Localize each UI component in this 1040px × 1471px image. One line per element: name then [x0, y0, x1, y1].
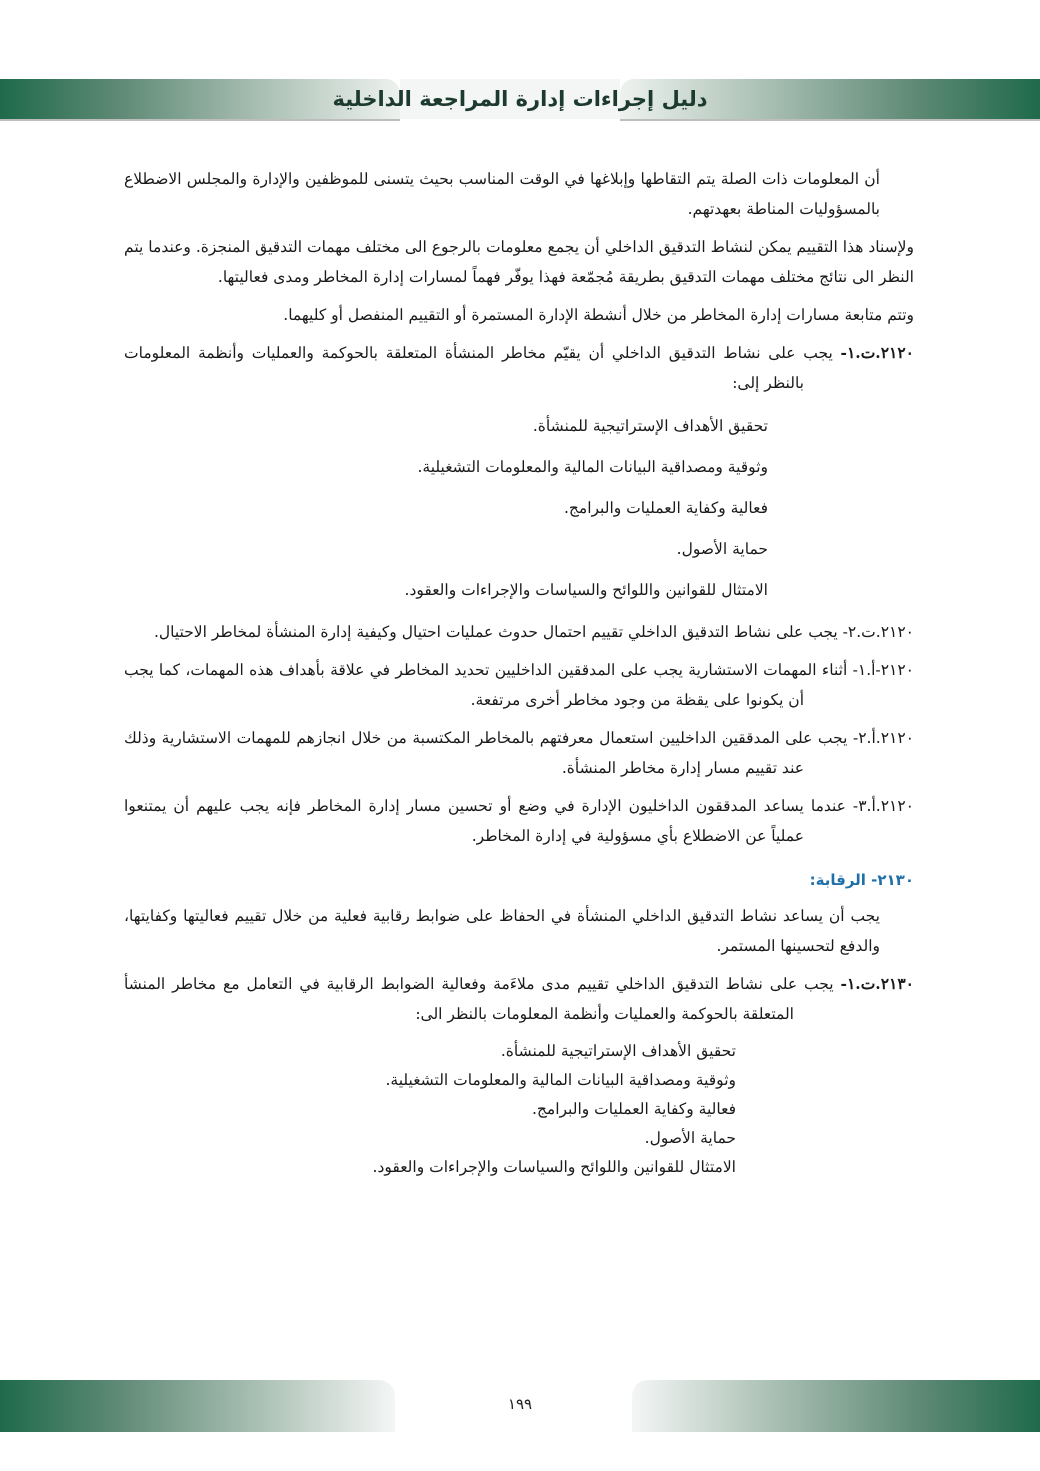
list-item: وثوقية ومصداقية البيانات المالية والمعلومات التشغيلية.: [417, 458, 768, 476]
standard-item-2120-a1: ٢١٢٠-أ.١- أثناء المهمات الاستشارية يجب على المدققين الداخليين تحديد المخاطر في علاقة بأهداف هذه المهمات، كما يجب أن يكونوا على يقظة من وجود مخاطر أخرى مرتفعة.: [124, 661, 914, 709]
list-item: حماية الأصول.: [644, 1129, 736, 1147]
criteria-list: [124, 406, 914, 611]
page-body: [124, 164, 914, 1188]
section-heading-2130: ٢١٣٠- الرقابة:: [809, 871, 914, 889]
standard-item-2120-1: [124, 338, 914, 398]
item-number: ٢١٢٠.ت.١-: [840, 343, 914, 362]
page-number: ١٩٩: [507, 1395, 533, 1413]
list-item: تحقيق الأهداف الإستراتيجية للمنشأة.: [532, 417, 768, 435]
standard-item-2120-a2: ٢١٢٠.أ.٢- يجب على المدققين الداخليين استعمال معرفتهم بالمخاطر المكتسبة من خلال انجازهم للمهمات الاستشارية وذلك عند تقييم مسار إدارة مخاطر المنشأة.: [124, 729, 914, 777]
list-item: حماية الأصول.: [676, 540, 768, 558]
document-title: دليل إجراءات إدارة المراجعة الداخلية: [332, 87, 708, 111]
standard-item-2130-1: [124, 969, 914, 1029]
paragraph: وتتم متابعة مسارات إدارة المخاطر من خلال أنشطة الإدارة المستمرة أو التقييم المنفصل أو كليهما.: [283, 306, 914, 324]
list-item: فعالية وكفاية العمليات والبرامج.: [531, 1100, 736, 1118]
list-item: تحقيق الأهداف الإستراتيجية للمنشأة.: [500, 1042, 736, 1060]
standard-item-2120-a3: ٢١٢٠.أ.٣- عندما يساعد المدققون الداخليون الإدارة في وضع أو تحسين مسار إدارة المخاطر فإنه يجب عليهم أن يمتنعوا عملياً عن الاضطلاع بأي مسؤولية في إدارة المخاطر.: [124, 797, 914, 845]
paragraph: أن المعلومات ذات الصلة يتم التقاطها وإبلاغها في الوقت المناسب بحيث يتسنى للموظفين والإدارة والمجلس الاضطلاع بالمسؤوليات المناطة بعهدتهم.: [124, 170, 880, 218]
paragraph: ولإسناد هذا التقييم يمكن لنشاط التدقيق الداخلي أن يجمع معلومات بالرجوع الى مختلف مهمات التدقيق المنجزة. وعندما يتم النظر الى نتائج مختلف مهمات التدقيق بطريقة مُجمّعة فهذا يوفّر فهماً لمسارات إدارة المخاطر ومدى فعاليتها.: [124, 238, 914, 286]
paragraph: يجب أن يساعد نشاط التدقيق الداخلي المنشأة في الحفاظ على ضوابط رقابية فعلية من خلال تقييم فعاليتها وكفايتها، والدفع لتحسينها المستمر.: [124, 907, 880, 955]
criteria-list: [124, 1037, 914, 1182]
item-text: يجب على نشاط التدقيق الداخلي أن يقيّم مخاطر المنشأة المتعلقة بالحوكمة والعمليات وأنظمة المعلومات بالنظر إلى:: [124, 344, 841, 392]
item-number: ٢١٣٠.ت.١-: [840, 974, 914, 993]
standard-item-2120-2: ٢١٢٠.ت.٢- يجب على نشاط التدقيق الداخلي تقييم احتمال حدوث عمليات احتيال وكيفية إدارة المنشأة لمخاطر الاحتيال.: [153, 623, 914, 641]
list-item: وثوقية ومصداقية البيانات المالية والمعلومات التشغيلية.: [385, 1071, 736, 1089]
list-item: الامتثال للقوانين واللوائح والسياسات والإجراءات والعقود.: [404, 581, 768, 599]
item-text: يجب على نشاط التدقيق الداخلي تقييم مدى ملاءَمة وفعالية الضوابط الرقابية في التعامل مع مخاطر المنشأ المتعلقة بالحوكمة والعمليات وأنظمة المعلومات بالنظر الى:: [124, 975, 841, 1023]
list-item: فعالية وكفاية العمليات والبرامج.: [563, 499, 768, 517]
list-item: الامتثال للقوانين واللوائح والسياسات والإجراءات والعقود.: [372, 1158, 736, 1176]
